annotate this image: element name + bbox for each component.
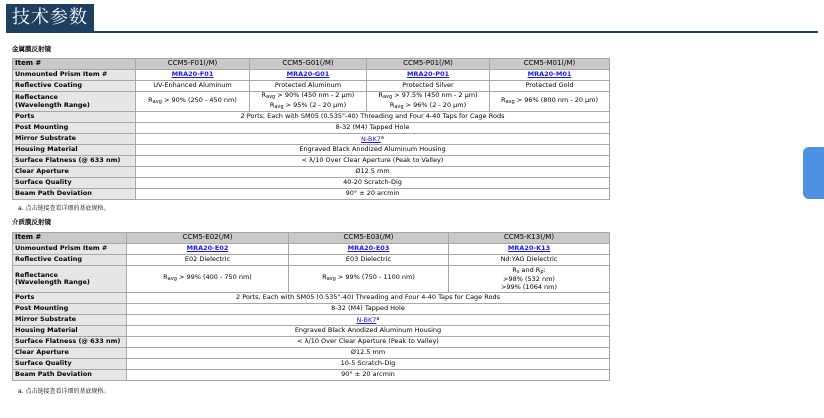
substrate-link[interactable]: N-BK7 (361, 134, 381, 143)
table-row (13, 167, 610, 178)
row-label: Reflective Coating (13, 255, 127, 266)
row-label: Unmounted Prism Item # (13, 70, 136, 81)
row-label: Surface Quality (13, 178, 136, 189)
header-item: Item # (13, 233, 127, 244)
footnote-dielectric: a. 点击链接查看详细的基底规格。 (18, 388, 110, 395)
housing-cell: Engraved Black Anodized Aluminum Housing (127, 326, 610, 337)
prism-link-g01[interactable]: MRA20-G01 (286, 70, 330, 79)
deviation-cell: 90° ± 20 arcmin (136, 189, 610, 200)
table-row (13, 326, 610, 337)
post-cell: 8-32 (M4) Tapped Hole (136, 123, 610, 134)
table-row (13, 156, 610, 167)
aperture-cell: Ø12.5 mm (136, 167, 610, 178)
row-label: Beam Path Deviation (13, 189, 136, 200)
row-label: Housing Material (13, 145, 136, 156)
row-label: Unmounted Prism Item # (13, 244, 127, 255)
metallic-mirror-spec-table (12, 58, 610, 200)
table-row (13, 359, 610, 370)
table-header-row (13, 59, 610, 70)
reflectance-cell: $R_s$ and $R_p$: >98% (532 nm) >99% (1064 nm) (449, 266, 610, 293)
flatness-cell: < λ/10 Over Clear Aperture (Peak to Valley) (136, 156, 610, 167)
coating-cell: E02 Dielectric (127, 255, 289, 266)
dielectric-mirror-spec-table (12, 232, 610, 381)
section-title-metallic: 金属膜反射镜 (12, 45, 51, 53)
table-row (13, 134, 610, 145)
row-label: Post Mounting (13, 123, 136, 134)
row-label: Housing Material (13, 326, 127, 337)
table-header-row (13, 233, 610, 244)
table-row (13, 370, 610, 381)
row-label: Ports (13, 112, 136, 123)
row-label: Reflective Coating (13, 81, 136, 92)
table-row (13, 70, 610, 81)
coating-cell: Protected Aluminum (250, 81, 367, 92)
prism-cell (367, 70, 490, 81)
row-label: Beam Path Deviation (13, 370, 127, 381)
prism-cell (449, 244, 610, 255)
prism-cell (127, 244, 289, 255)
reflectance-cell: $R_{avg} > 90\%$ (450 nm - 2 µm) $R_{avg} > 95\%$ (2 - 20 µm) (250, 92, 367, 112)
housing-cell: Engraved Black Anodized Aluminum Housing (136, 145, 610, 156)
table-row (13, 255, 610, 266)
reflectance-cell: $R_{avg} > 90\%$ (250 - 450 nm) (136, 92, 250, 112)
header-ccm5-m01: CCM5-M01(/M) (490, 59, 610, 70)
prism-link-e02[interactable]: MRA20-E02 (186, 244, 229, 253)
ports-cell: 2 Ports, Each with SM05 (0.535"-40) Threading and Four 4-40 Taps for Cage Rods (136, 112, 610, 123)
prism-link-f01[interactable]: MRA20-F01 (171, 70, 214, 79)
prism-link-p01[interactable]: MRA20-P01 (406, 70, 450, 79)
prism-link-k13[interactable]: MRA20-K13 (507, 244, 551, 253)
substrate-link[interactable]: N-BK7 (356, 315, 377, 324)
coating-cell: Nd:YAG Dielectric (449, 255, 610, 266)
table-row (13, 315, 610, 326)
coating-cell: UV-Enhanced Aluminum (136, 81, 250, 92)
row-label: Reflectance (Wavelength Range) (13, 266, 127, 293)
table-row (13, 244, 610, 255)
substrate-cell: N-BK7$^a$ (127, 315, 610, 326)
header-ccm5-g01: CCM5-G01(/M) (250, 59, 367, 70)
aperture-cell: Ø12.5 mm (127, 348, 610, 359)
deviation-cell: 90° ± 20 arcmin (127, 370, 610, 381)
table-row (13, 145, 610, 156)
reflectance-cell: $R_{avg} > 99\%$ (400 - 750 nm) (127, 266, 289, 293)
quality-cell: 10-5 Scratch-Dig (127, 359, 610, 370)
flatness-cell: < λ/10 Over Clear Aperture (Peak to Valley) (127, 337, 610, 348)
ports-cell: 2 Ports, Each with SM05 (0.535"-40) Threading and Four 4-40 Taps for Cage Rods (127, 293, 610, 304)
row-label: Mirror Substrate (13, 134, 136, 145)
reflectance-cell: $R_{avg} > 97.5\%$ (450 nm - 2 µm) $R_{avg} > 96\%$ (2 - 20 µm) (367, 92, 490, 112)
prism-cell (250, 70, 367, 81)
coating-cell: Protected Gold (490, 81, 610, 92)
row-label: Clear Aperture (13, 348, 127, 359)
table-row (13, 348, 610, 359)
row-label: Reflectance (Wavelength Range) (13, 92, 136, 112)
page-title: 技术参数 (6, 4, 94, 32)
table-row (13, 293, 610, 304)
table-row (13, 123, 610, 134)
footnote-metallic: a. 点击链接查看详细的基底规格。 (18, 205, 110, 212)
quality-cell: 40-20 Scratch-Dig (136, 178, 610, 189)
table-row (13, 178, 610, 189)
table-row (13, 92, 610, 112)
header-ccm5-f01: CCM5-F01(/M) (136, 59, 250, 70)
row-label: Mirror Substrate (13, 315, 127, 326)
header-ccm5-k13: CCM5-K13(/M) (449, 233, 610, 244)
substrate-cell: N-BK7$^a$ (136, 134, 610, 145)
row-label: Ports (13, 293, 127, 304)
post-cell: 8-32 (M4) Tapped Hole (127, 304, 610, 315)
row-label: Surface Flatness (@ 633 nm) (13, 337, 127, 348)
prism-cell (490, 70, 610, 81)
coating-cell: Protected Silver (367, 81, 490, 92)
table-row (13, 189, 610, 200)
table-row (13, 266, 610, 293)
prism-link-m01[interactable]: MRA20-M01 (527, 70, 572, 79)
row-label: Surface Flatness (@ 633 nm) (13, 156, 136, 167)
row-label: Post Mounting (13, 304, 127, 315)
table-row (13, 112, 610, 123)
header-ccm5-p01: CCM5-P01(/M) (367, 59, 490, 70)
prism-link-e03[interactable]: MRA20-E03 (347, 244, 390, 253)
table-row (13, 81, 610, 92)
section-title-dielectric: 介质膜反射镜 (12, 218, 51, 226)
side-float-tab[interactable] (803, 147, 824, 199)
header-ccm5-e03: CCM5-E03(/M) (289, 233, 449, 244)
table-row (13, 304, 610, 315)
prism-cell (136, 70, 250, 81)
row-label: Surface Quality (13, 359, 127, 370)
table-row (13, 337, 610, 348)
reflectance-cell: $R_{avg} > 96\%$ (800 nm - 20 µm) (490, 92, 610, 112)
title-rule (6, 31, 818, 33)
prism-cell (289, 244, 449, 255)
header-ccm5-e02: CCM5-E02(/M) (127, 233, 289, 244)
row-label: Clear Aperture (13, 167, 136, 178)
reflectance-cell: $R_{avg} > 99\%$ (750 - 1100 nm) (289, 266, 449, 293)
header-item: Item # (13, 59, 136, 70)
coating-cell: E03 Dielectric (289, 255, 449, 266)
